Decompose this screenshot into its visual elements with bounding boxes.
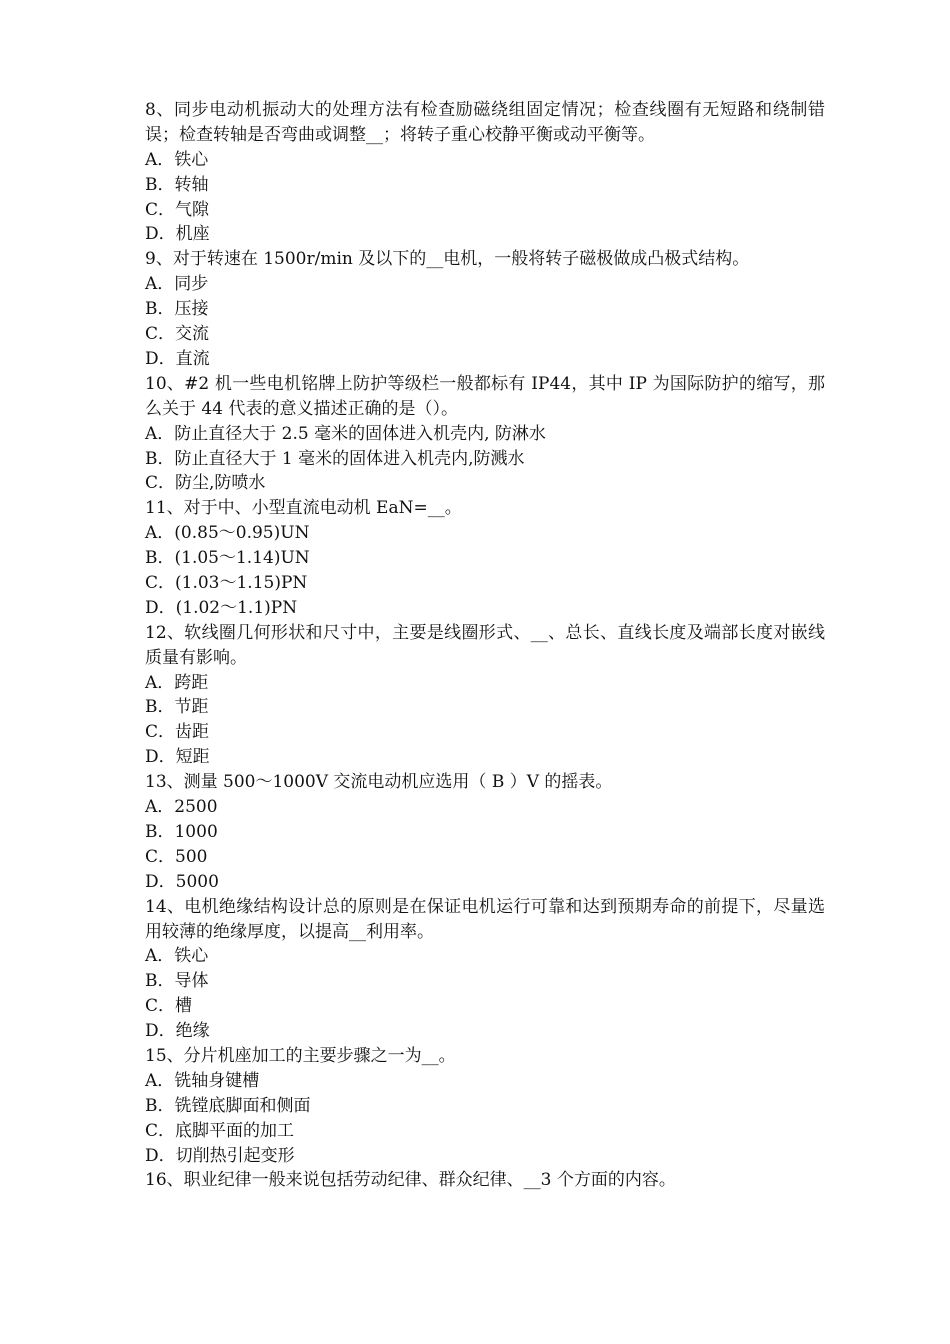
option-a: A．同步 [145, 274, 209, 295]
option-c: C．底脚平面的加工 [145, 1120, 295, 1141]
question-stem: 14、电机绝缘结构设计总的原则是在保证电机运行可靠和达到预期寿命的前提下，尽量选用较薄的绝缘厚度，以提高__利用率。 [145, 896, 825, 942]
option-a: A．铣轴身键槽 [145, 1070, 260, 1091]
question-stem: 8、同步电动机振动大的处理方法有检查励磁绕组固定情况；检查线圈有无短路和绕制错误；检查转轴是否弯曲或调整__；将转子重心校静平衡或动平衡等。 [145, 100, 825, 145]
question-stem: 16、职业纪律一般来说包括劳动纪律、群众纪律、__3 个方面的内容。 [145, 1170, 676, 1191]
option-d: D．绝缘 [145, 1021, 210, 1042]
question-8 [145, 98, 825, 247]
question-stem: 13、测量 500～1000V 交流电动机应选用（ B ）V 的摇表。 [145, 772, 613, 793]
option-c: C．气隙 [145, 199, 210, 220]
option-a: A．(0.85～0.95)UN [145, 523, 310, 544]
question-13 [145, 770, 825, 894]
question-stem: 10、#2 机一些电机铭牌上防护等级栏一般都标有 IP44，其中 IP 为国际防护的缩写，那么关于 44 代表的意义描述正确的是（）。 [145, 373, 825, 419]
option-a: A．跨距 [145, 672, 209, 693]
option-c: C．500 [145, 846, 208, 867]
question-stem: 15、分片机座加工的主要步骤之一为__。 [145, 1045, 456, 1066]
question-16 [145, 1168, 825, 1193]
option-c: C．防尘,防喷水 [145, 473, 266, 494]
option-d: D．直流 [145, 348, 210, 369]
option-b: B．铣镗底脚面和侧面 [145, 1095, 311, 1116]
option-d: D．切削热引起变形 [145, 1145, 295, 1166]
document-page [145, 98, 825, 1193]
question-stem: 9、对于转速在 1500r/min 及以下的__电机，一般将转子磁极做成凸极式结构。 [145, 249, 750, 270]
question-11 [145, 496, 825, 620]
option-c: C．槽 [145, 996, 193, 1017]
option-b: B．压接 [145, 299, 209, 320]
question-12 [145, 621, 825, 770]
option-c: C．(1.03～1.15)PN [145, 572, 308, 593]
question-10 [145, 372, 825, 496]
option-d: D．(1.02～1.1)PN [145, 597, 298, 618]
option-a: A．铁心 [145, 149, 209, 170]
option-a: A．防止直径大于 2.5 毫米的固体进入机壳内, 防淋水 [145, 423, 546, 444]
question-9 [145, 247, 825, 371]
option-d: D．5000 [145, 871, 219, 892]
question-stem: 12、软线圈几何形状和尺寸中，主要是线圈形式、__、总长、直线长度及端部长度对嵌线质量有影响。 [145, 622, 825, 668]
option-a: A．铁心 [145, 946, 209, 967]
question-stem: 11、对于中、小型直流电动机 EaN=__。 [145, 498, 462, 519]
option-b: B．转轴 [145, 174, 209, 195]
option-c: C．齿距 [145, 722, 210, 743]
option-b: B．1000 [145, 821, 218, 842]
option-c: C．交流 [145, 324, 210, 345]
option-b: B．(1.05～1.14)UN [145, 548, 310, 569]
option-b: B．防止直径大于 1 毫米的固体进入机壳内,防溅水 [145, 448, 525, 469]
question-14 [145, 895, 825, 1044]
option-a: A．2500 [145, 797, 218, 818]
option-b: B．节距 [145, 697, 209, 718]
option-b: B．导体 [145, 971, 209, 992]
option-d: D．机座 [145, 224, 210, 245]
option-d: D．短距 [145, 747, 210, 768]
question-15 [145, 1044, 825, 1168]
